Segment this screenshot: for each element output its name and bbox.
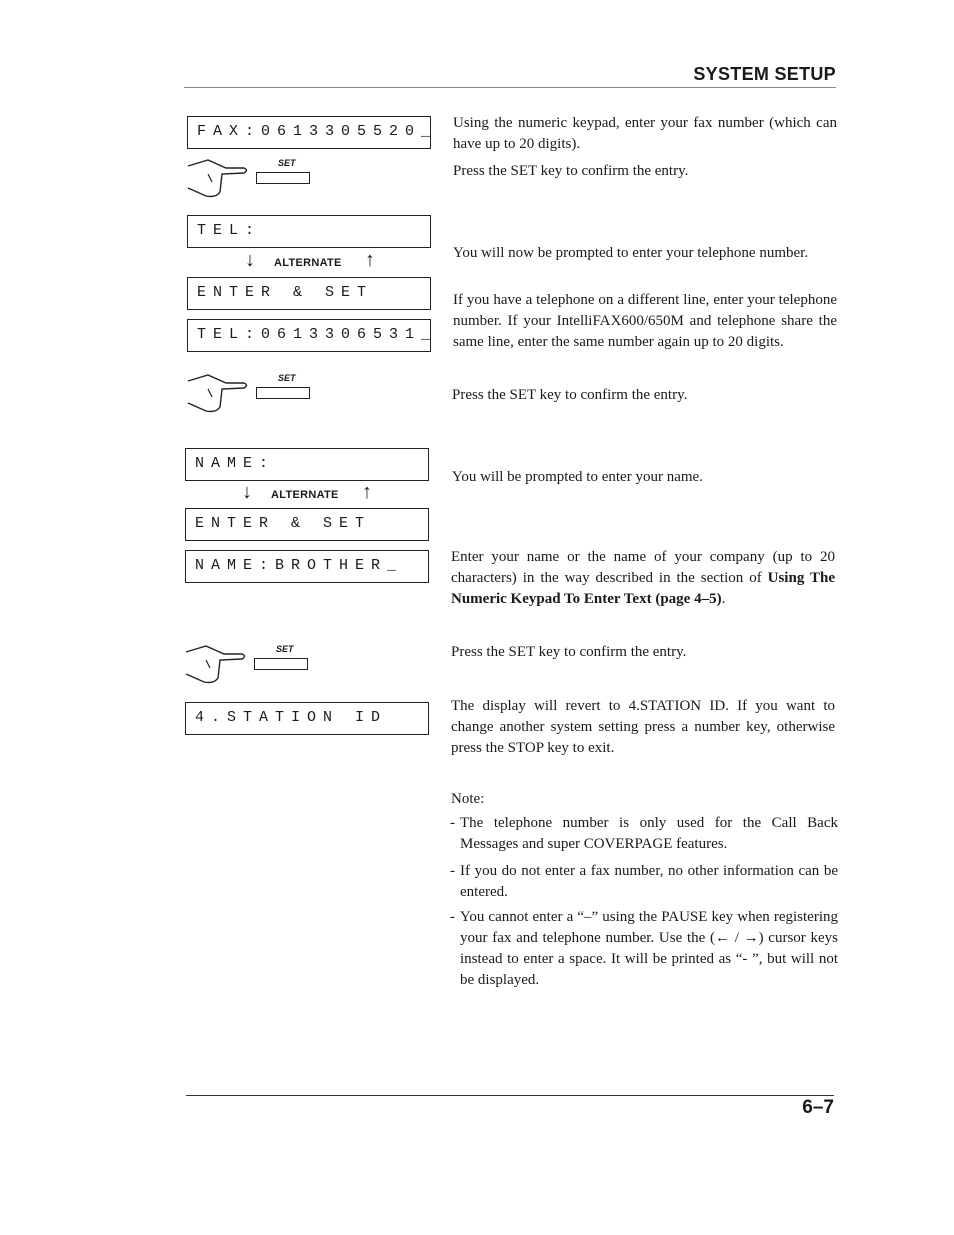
alternate-label: ALTERNATE — [274, 257, 342, 269]
name-entry-reference: Using The Numeric Keypad To Enter Text (page 4–5) — [451, 570, 835, 607]
lcd-name-entry: NAME:BROTHER_ — [185, 550, 429, 583]
pointing-hand-icon — [186, 373, 256, 419]
name-entry-text: Enter your name or the name of your company (up to 20 characters) in the way described in the section of — [451, 549, 835, 586]
footer-rule — [186, 1095, 834, 1096]
lcd-enter-set: ENTER & SET — [185, 508, 429, 541]
lcd-fax-entry: FAX:0613305520_ — [187, 116, 431, 149]
alternate-label: ALTERNATE — [271, 489, 339, 501]
note-item: - The telephone number is only used for the Call Back Messages and super COVERPAGE features. — [450, 815, 838, 852]
down-arrow-icon: ↓ — [242, 481, 253, 503]
note-item: - You cannot enter a “–” using the PAUSE key when registering your fax and telephone number. Use the (← / →) cursor keys instead to enter a space. It will be printed as “- ”, but will not be displayed. — [450, 909, 838, 988]
paragraph-press-set: Press the SET key to confirm the entry. — [452, 387, 688, 403]
lcd-station-id: 4.STATION ID — [185, 702, 429, 735]
alternate-indicator — [242, 481, 382, 507]
set-key-label: SET — [278, 158, 296, 168]
lcd-tel-entry: TEL:0613306531_ — [187, 319, 431, 352]
set-key-illustration — [186, 373, 326, 433]
pointing-hand-icon — [186, 158, 256, 204]
name-entry-end: . — [721, 591, 726, 607]
header-rule — [184, 87, 836, 88]
up-arrow-icon: ↑ — [365, 249, 376, 271]
paragraph-tel-prompted: You will now be prompted to enter your telephone number. — [453, 245, 809, 261]
lcd-name-prompt: NAME: — [185, 448, 429, 481]
set-key — [254, 658, 308, 670]
note-dash: - — [450, 815, 455, 831]
note-title: Note: — [451, 791, 485, 807]
down-arrow-icon: ↓ — [245, 249, 256, 271]
set-key — [256, 172, 310, 184]
paragraph-fax-number: Using the numeric keypad, enter your fax number (which can have up to 20 digits). — [453, 115, 837, 152]
set-key-label: SET — [276, 644, 294, 654]
note-dash: - — [450, 909, 455, 925]
paragraph-tel-different-line: If you have a telephone on a different line, enter your telephone number. If your IntelliFAX600/650M and telephone share the same line, enter the same number again up to 20 digits. — [453, 292, 837, 350]
lcd-tel-prompt: TEL: — [187, 215, 431, 248]
set-key-illustration — [184, 644, 324, 704]
set-key-label: SET — [278, 373, 296, 383]
pointing-hand-icon — [184, 644, 254, 690]
set-key — [256, 387, 310, 399]
page-number: 6–7 — [802, 1097, 834, 1118]
alternate-indicator — [245, 249, 385, 275]
set-key-illustration — [186, 158, 326, 218]
paragraph-name-prompted: You will be prompted to enter your name. — [452, 469, 703, 485]
paragraph-press-set: Press the SET key to confirm the entry. — [451, 644, 687, 660]
up-arrow-icon: ↑ — [362, 481, 373, 503]
note-dash: - — [450, 863, 455, 879]
paragraph-name-entry — [451, 547, 835, 610]
section-title: SYSTEM SETUP — [693, 64, 836, 84]
paragraph-press-set: Press the SET key to confirm the entry. — [453, 163, 689, 179]
lcd-enter-set: ENTER & SET — [187, 277, 431, 310]
note-item: - If you do not enter a fax number, no other information can be entered. — [450, 863, 838, 900]
paragraph-revert: The display will revert to 4.STATION ID. If you want to change another system setting press a number key, otherwise press the STOP key to exit. — [451, 698, 835, 756]
